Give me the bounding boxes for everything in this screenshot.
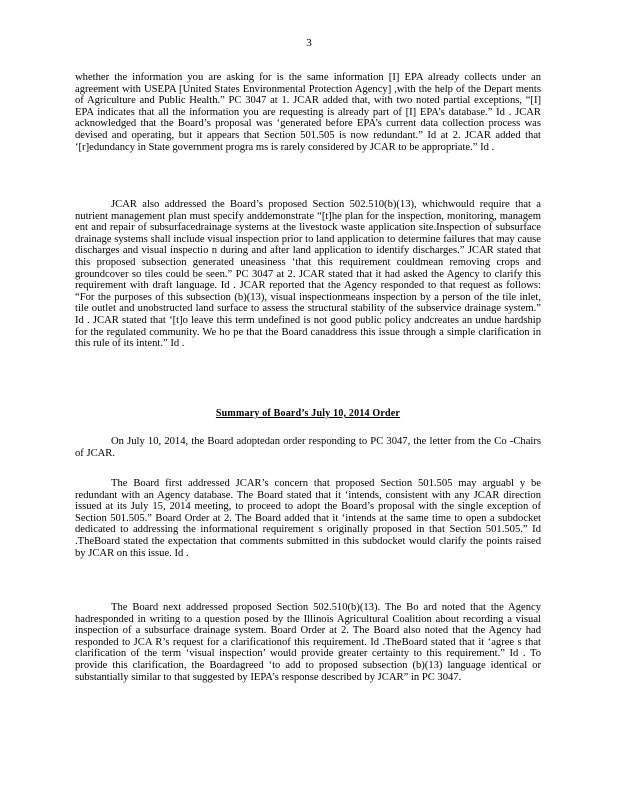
paragraph-5 — [75, 602, 541, 683]
paragraph-2 — [75, 199, 541, 350]
paragraph-3 — [75, 436, 541, 459]
page-number: 3 — [306, 37, 312, 49]
paragraph-text: whether the information you are asking for is the same information [I] EPA already collects under an agreement with USEPA [United States Environmental Protection Agency] ,with the help of the Depart ments of Agriculture and Public Health.” PC 3047 at 1. JCAR added that, with two noted partial exceptions, “[I] EPA indicates that all the information you are requesting is already part of [I] EPA’s database.” Id . JCAR acknowledged that the Board’s proposal was ‘generated before EPA’s current data collection process was devised and operating, but it appears that Section 501.505 is now redundant.” Id at 2. JCAR added that ‘[r]edundancy in State government progra ms is rarely considered by JCAR to be appropriate.” Id . — [75, 72, 541, 153]
section-heading: Summary of Board’s July 10, 2014 Order — [215, 408, 401, 419]
paragraph-1 — [75, 72, 541, 153]
paragraph-text: The Board next addressed proposed Section 502.510(b)(13). The Bo ard noted that the Agency hadresponded in writing to a question posed by the Illinois Agricultural Coalition about recording a visual inspection of a subsurface drainage system. Board Order at 2. The Board also noted that the Agency had responded to JCA R’s request for a clarificationof this requirement. Id .TheBoard stated that it ‘agree s that clarification of the term ‘visual inspection’ would provide greater certainty to this requirement.” Id . To provide this clarification, the Boardagreed ‘to add to proposed subsection (b)(13) language identical or substantially similar to that suggested by IEPA’s response described by JCAR” in PC 3047. — [75, 602, 541, 683]
paragraph-text: JCAR also addressed the Board’s proposed Section 502.510(b)(13), whichwould require that a nutrient management plan must specify anddemonstrate “[t]he plan for the inspection, monitoring, managem ent and repair of subsurfacedrainage systems at the livestock waste application site.Inspection of subsurface drainage systems shall include visual inspection prior to land application to determine failures that may cause discharges and visual inspectio n during and after land application to identify discharges.” JCAR stated that this proposed subsection generated uneasiness ‘that this requirement couldmean removing crops and groundcover so tiles could be seen.” PC 3047 at 2. JCAR stated that it had asked the Agency to clarify this requirement with draft language. Id . JCAR reported that the Agency responded to that request as follows: “For the purposes of this subsection (b)(13), visual inspectionmeans inspection by a person of the tile inlet, tile outlet and unobstructed land surface to assess the structural stability of the subservice drainage system.” Id . JCAR stated that ‘[t]o leave this term undefined is not good public policy andcreates an undue hardship for the regulated community. We ho pe that the Board canaddress this issue through a simple clarification in this rule of its intent.” Id . — [75, 199, 541, 350]
paragraph-text: On July 10, 2014, the Board adoptedan order responding to PC 3047, the letter from the Co -Chairs of JCAR. — [75, 436, 541, 459]
paragraph-text: The Board first addressed JCAR’s concern that proposed Section 501.505 may arguabl y be redundant with an Agency database. The Board stated that it ‘intends, consistent with any JCAR direction issued at its July 15, 2014 meeting, to proceed to adopt the Board’s proposal with the single exception of Section 501.505.” Board Order at 2. The Board added that it ‘intends at the same time to open a subdocket dedicated to addressing the informational requirement s originally proposed in that Section 501.505.” Id .TheBoard stated the expectation that comments submitted in this subdocket would clarify the points raised by JCAR on this issue. Id . — [75, 478, 541, 559]
paragraph-4 — [75, 478, 541, 559]
